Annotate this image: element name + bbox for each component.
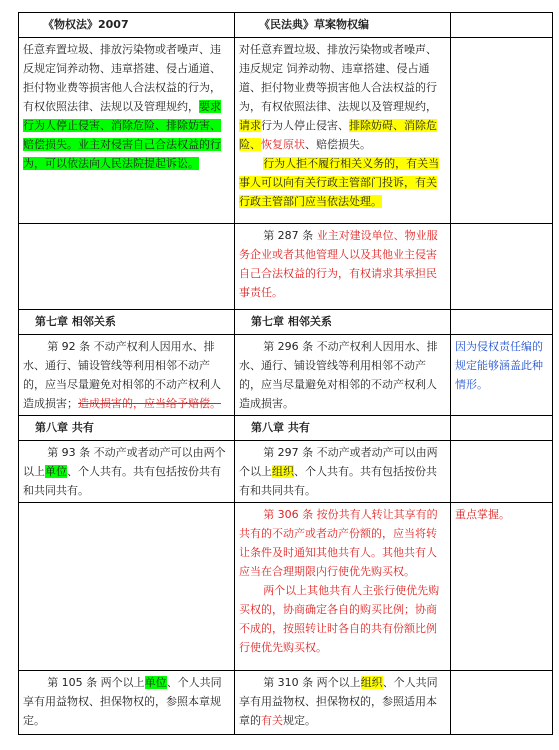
note-cell (451, 416, 553, 441)
article-text: 第 310 条 两个以上组织、个人共同享有用益物权、担保物权的，参照适用本章的有关规定。 (239, 676, 438, 727)
right-cell (235, 671, 451, 735)
article-text: 第 296 条 不动产权利人因用水、排水、通行、铺设管线等利用相邻不动产的，应当尽量避免对相邻的不动产权利人造成损害。 (239, 340, 438, 410)
note-cell (451, 671, 553, 735)
header-property-law: 《物权法》2007 (19, 13, 235, 38)
left-cell (19, 671, 235, 735)
left-cell (19, 38, 235, 224)
added-text: 第 306 条 按份共有人转让其享有的共有的不动产或者动产份额的，应当将转让条件及时通知其他共有人。其他共有人应当在合理期限内行使优先购买权。 (239, 508, 438, 578)
article-text: 第 92 条 不动产权利人因用水、排水、通行、铺设管线等利用相邻不动产的，应当尽量避免对相邻的不动产权利人造成损害；造成损害的，应当给予赔偿。 (23, 340, 221, 410)
note-cell (451, 441, 553, 503)
header-row (19, 13, 553, 38)
highlight-change: 组织 (360, 676, 383, 689)
table-row (19, 335, 553, 416)
highlight-change: 排除妨碍、消除危险、 (239, 119, 437, 151)
chapter-heading: 第八章 共有 (19, 416, 235, 441)
right-cell (235, 335, 451, 416)
added-text: 业主对建设单位、物业服务企业或者其他管理人以及其他业主侵害自己合法权益的行为，有权请求其承担民事责任。 (239, 229, 438, 299)
note-text: 因为侵权责任编的规定能够涵盖此种情形。 (455, 340, 543, 391)
right-cell (235, 441, 451, 503)
added-text: 有关 (261, 714, 283, 727)
table-row (19, 671, 553, 735)
left-cell (19, 335, 235, 416)
table-row (19, 441, 553, 503)
header-civil-code: 《民法典》草案物权编 (235, 13, 451, 38)
chapter-heading: 第七章 相邻关系 (235, 310, 451, 335)
comparison-table (18, 12, 553, 735)
note-cell (451, 38, 553, 224)
highlight-change: 业主对侵害自己合法权益的行为，可以依法向人民法院提起诉讼。 (23, 138, 221, 170)
deleted-text: 造成损害的，应当给予赔偿。 (78, 397, 221, 410)
article-text: 第 287 条 业主对建设单位、物业服务企业或者其他管理人以及其他业主侵害自己合法权益的行为，有权请求其承担民事责任。 (239, 229, 438, 299)
note-cell (451, 224, 553, 310)
chapter-row (19, 310, 553, 335)
article-text: 任意弃置垃圾、排放污染物或者噪声、违反规定饲养动物、违章搭建、侵占通道、拒付物业费等损害他人合法权益的行为，有权依照法律、法规以及管理规约，要求行为人停止侵害、消除危险、排除妨害、赔偿损失。业主对侵害自己合法权益的行为，可以依法向人民法院提起诉讼。 (23, 43, 221, 170)
table-row (19, 503, 553, 671)
note-cell (451, 310, 553, 335)
article-text (239, 154, 446, 211)
note-cell (451, 503, 553, 671)
article-text: 对任意弃置垃圾、排放污染物或者噪声、违反规定 饲养动物、违章搭建、侵占通道、拒付物业费等损害他人合法权益的行为，有权依照法律、法规以及管理规约，请求行为人停止侵害、排除妨碍、消除危险、恢复原状、赔偿损失。 (239, 43, 437, 151)
added-text: 恢复原状 (261, 138, 305, 151)
right-cell (235, 224, 451, 310)
table-row (19, 38, 553, 224)
highlight-change: 要求行为人停止侵害、消除危险、排除妨害、赔偿损失。 (23, 100, 221, 151)
table-row (19, 224, 553, 310)
highlight-change: 请求 (239, 119, 261, 132)
comparison-document (18, 12, 552, 735)
right-cell (235, 503, 451, 671)
chapter-heading: 第七章 相邻关系 (19, 310, 235, 335)
article-text: 第 93 条 不动产或者动产可以由两个以上单位、个人共有。共有包括按份共有和共同共有。 (23, 446, 226, 497)
left-cell (19, 441, 235, 503)
article-text: 第 105 条 两个以上单位、个人共同享有用益物权、担保物权的，参照本章规定。 (23, 676, 222, 727)
highlight-change: 组织 (272, 465, 294, 478)
note-cell (451, 335, 553, 416)
highlight-change: 行为人拒不履行相关义务的，有关当事人可以向有关行政主管部门投诉，有关行政主管部门应当依法处理。 (239, 157, 440, 208)
article-text: 第 297 条 不动产或者动产可以由两个以上组织、个人共有。共有包括按份共有和共同共有。 (239, 446, 438, 497)
highlight-change: 单位 (45, 465, 67, 478)
left-cell (19, 224, 235, 310)
note-text: 重点掌握。 (455, 508, 510, 521)
header-notes (451, 13, 553, 38)
left-cell (19, 503, 235, 671)
highlight-change: 单位 (144, 676, 167, 689)
chapter-heading: 第八章 共有 (235, 416, 451, 441)
right-cell (235, 38, 451, 224)
chapter-row (19, 416, 553, 441)
added-text: 两个以上其他共有人主张行使优先购买权的，协商确定各自的购买比例；协商不成的，按照转让时各自的共有份额比例行使优先购买权。 (239, 584, 440, 654)
